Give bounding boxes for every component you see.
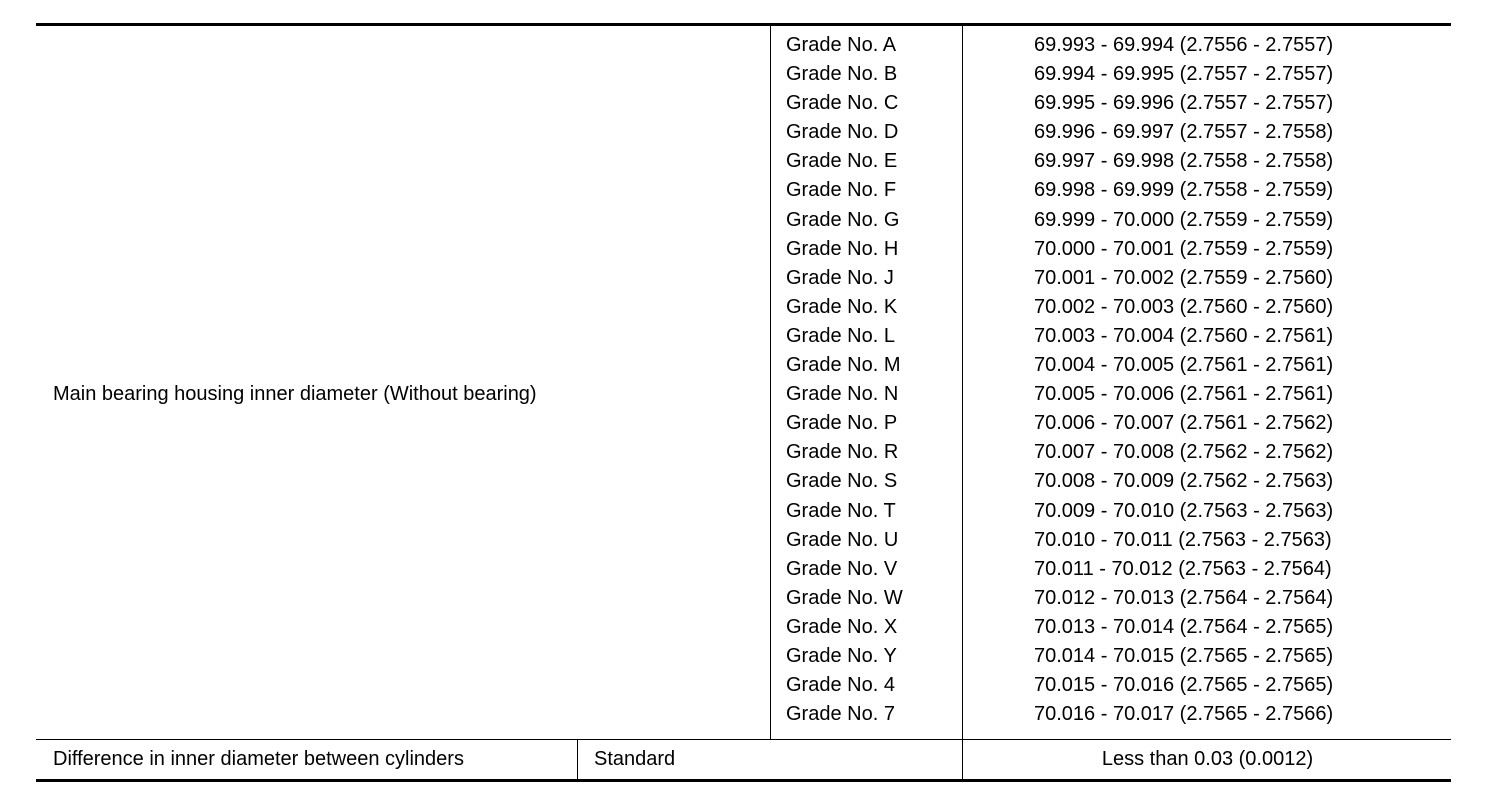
grade-label: Grade No. W [786,586,903,609]
grade-label: Grade No. X [786,615,898,638]
diff-row-value: Less than 0.03 (0.0012) [1101,748,1314,770]
grade-range: 70.001 - 70.002 (2.7559 - 2.7560) [1034,266,1334,289]
grade-range: 70.013 - 70.014 (2.7564 - 2.7565) [1034,615,1334,638]
grade-range: 70.003 - 70.004 (2.7560 - 2.7561) [1034,324,1334,347]
column-divider-value [962,26,963,782]
grade-label: Grade No. L [786,324,895,347]
grade-label: Grade No. 4 [786,674,895,697]
grade-label: Grade No. Y [786,644,897,667]
grade-label: Grade No. V [786,557,898,580]
grade-range: 70.008 - 70.009 (2.7562 - 2.7563) [1034,470,1334,493]
grade-label: Grade No. H [786,237,899,260]
grade-range: 70.007 - 70.008 (2.7562 - 2.7562) [1034,441,1334,464]
grade-range: 70.016 - 70.017 (2.7565 - 2.7566) [1034,703,1334,726]
diff-row-condition: Standard [594,748,676,770]
grade-label: Grade No. A [786,34,897,56]
grade-range: 70.009 - 70.010 (2.7563 - 2.7563) [1034,499,1334,522]
grade-label: Grade No. R [786,441,899,464]
spec-table [36,23,1451,782]
grade-label: Grade No. M [786,354,901,377]
grade-label: Grade No. G [786,208,900,231]
column-divider-grade [770,26,771,739]
grade-list [786,31,903,729]
grade-label: Grade No. T [786,499,896,522]
grade-label: Grade No. J [786,266,894,289]
grade-range: 69.999 - 70.000 (2.7559 - 2.7559) [1034,208,1334,231]
row-divider [36,739,1451,740]
grade-range: 69.998 - 69.999 (2.7558 - 2.7559) [1034,179,1334,202]
grade-label: Grade No. F [786,179,897,202]
grade-label: Grade No. P [786,412,898,435]
grade-range: 69.996 - 69.997 (2.7557 - 2.7558) [1034,121,1334,144]
grade-label: Grade No. U [786,528,899,551]
grade-range: 70.010 - 70.011 (2.7563 - 2.7563) [1034,528,1332,551]
grade-range: 70.002 - 70.003 (2.7560 - 2.7560) [1034,295,1334,318]
grade-label: Grade No. E [786,150,898,173]
grade-range: 70.005 - 70.006 (2.7561 - 2.7561) [1034,383,1334,406]
grade-label: Grade No. K [786,295,898,318]
grade-label: Grade No. B [786,63,898,86]
grade-range: 70.006 - 70.007 (2.7561 - 2.7562) [1034,412,1334,435]
grade-label: Grade No. 7 [786,703,895,726]
grade-label: Grade No. N [786,383,899,406]
diff-row-label: Difference in inner diameter between cylinders [53,748,464,770]
grade-range: 70.011 - 70.012 (2.7563 - 2.7564) [1034,557,1332,580]
main-bearing-label: Main bearing housing inner diameter (Without bearing) [53,383,537,405]
grade-range: 70.014 - 70.015 (2.7565 - 2.7565) [1034,644,1334,667]
grade-range: 69.995 - 69.996 (2.7557 - 2.7557) [1034,92,1334,115]
grade-label: Grade No. C [786,92,899,115]
grade-label: Grade No. D [786,121,899,144]
grade-range: 69.993 - 69.994 (2.7556 - 2.7557) [1034,34,1334,56]
column-divider-standard [577,739,578,782]
grade-range: 70.015 - 70.016 (2.7565 - 2.7565) [1034,674,1334,697]
grade-range: 70.004 - 70.005 (2.7561 - 2.7561) [1034,354,1334,377]
grade-range: 69.997 - 69.998 (2.7558 - 2.7558) [1034,150,1334,173]
grade-range: 70.000 - 70.001 (2.7559 - 2.7559) [1034,237,1334,260]
grade-range: 69.994 - 69.995 (2.7557 - 2.7557) [1034,63,1334,86]
grade-label: Grade No. S [786,470,898,493]
grade-range: 70.012 - 70.013 (2.7564 - 2.7564) [1034,586,1334,609]
range-list [1034,31,1333,729]
